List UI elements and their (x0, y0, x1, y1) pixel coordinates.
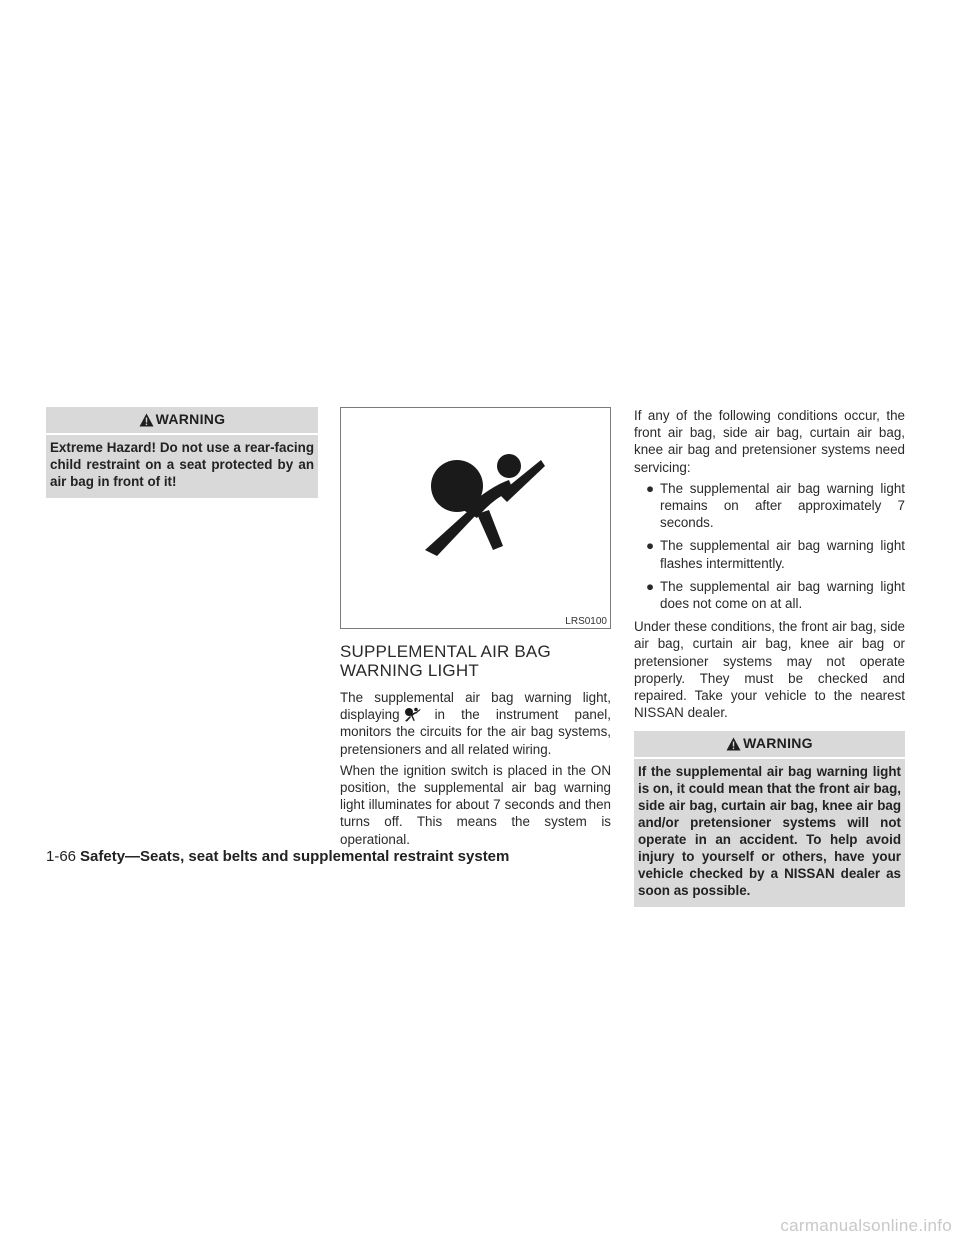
list-item (634, 578, 905, 612)
airbag-inline-icon (404, 707, 421, 722)
warning-text: Extreme Hazard! Do not use a rear-facing child restraint on a seat protected by an air bag in front of it! (50, 440, 314, 489)
conditions-list (634, 480, 905, 612)
list-item (634, 480, 905, 532)
paragraph-conditions-intro: If any of the following conditions occur, the front air bag, side air bag, curtain air bag, knee air bag and pretensioner systems need servicing: (634, 408, 905, 475)
section-title-line2: WARNING LIGHT (340, 661, 479, 680)
list-item-text: The supplemental air bag warning light remains on after approximately 7 seconds. (660, 480, 905, 531)
paragraph-monitoring (340, 689, 611, 758)
left-column (46, 407, 318, 498)
right-column (634, 407, 905, 907)
paragraph-service: Under these conditions, the front air bag, side air bag, curtain air bag, knee air bag or pretensioner systems may not operate properly. They must be checked and repaired. Take your vehicle to the nearest NISSAN dealer. (634, 619, 905, 721)
section-title (340, 642, 611, 680)
warning-box-child-restraint (46, 407, 318, 498)
figure-airbag-light (340, 407, 611, 629)
page-number: 1-66 (46, 848, 77, 865)
airbag-warning-icon (413, 446, 553, 566)
chapter-title: Safety—Seats, seat belts and supplemental restraint system (80, 848, 510, 865)
bullet-icon: ● (646, 480, 655, 496)
middle-column (340, 407, 611, 852)
section-title-line1: SUPPLEMENTAL AIR BAG (340, 642, 551, 661)
para1-before: The supplemental air bag warning light, displaying (340, 690, 611, 723)
bullet-icon: ● (646, 538, 655, 554)
bullet-icon: ● (646, 578, 655, 594)
list-item-text: The supplemental air bag warning light does not come on at all. (660, 578, 905, 612)
warning-separator (46, 433, 318, 435)
watermark: carmanualsonline.info (780, 1216, 952, 1235)
figure-code: LRS0100 (565, 616, 607, 627)
list-item-text: The supplemental air bag warning light flashes intermittently. (660, 538, 905, 571)
warning-text: If the supplemental air bag warning light is on, it could mean that the front air bag, side air bag, curtain air bag, knee air bag and/or pretensioner systems will not operate in an accident. To help avoid injury to yourself or others, have your vehicle checked by a NISSAN dealer as soon as possible. (638, 764, 901, 899)
list-item (634, 537, 905, 571)
warning-box-airbag-light (634, 731, 905, 907)
warning-triangle-icon (726, 737, 741, 751)
warning-triangle-icon (139, 413, 154, 427)
warning-heading (634, 731, 905, 757)
warning-heading (46, 407, 318, 433)
paragraph-ignition: When the ignition switch is placed in the ON position, the supplemental air bag warning light illuminates for about 7 seconds and then turns off. This means the system is operational. (340, 762, 611, 847)
page-footer (46, 848, 509, 865)
warning-heading-text: WARNING (155, 411, 226, 427)
warning-separator (634, 757, 905, 759)
warning-heading-text: WARNING (743, 735, 813, 752)
para1-after: in the instrument panel, monitors the circuits for the air bag systems, pretensioners and all related wiring. (340, 707, 611, 757)
